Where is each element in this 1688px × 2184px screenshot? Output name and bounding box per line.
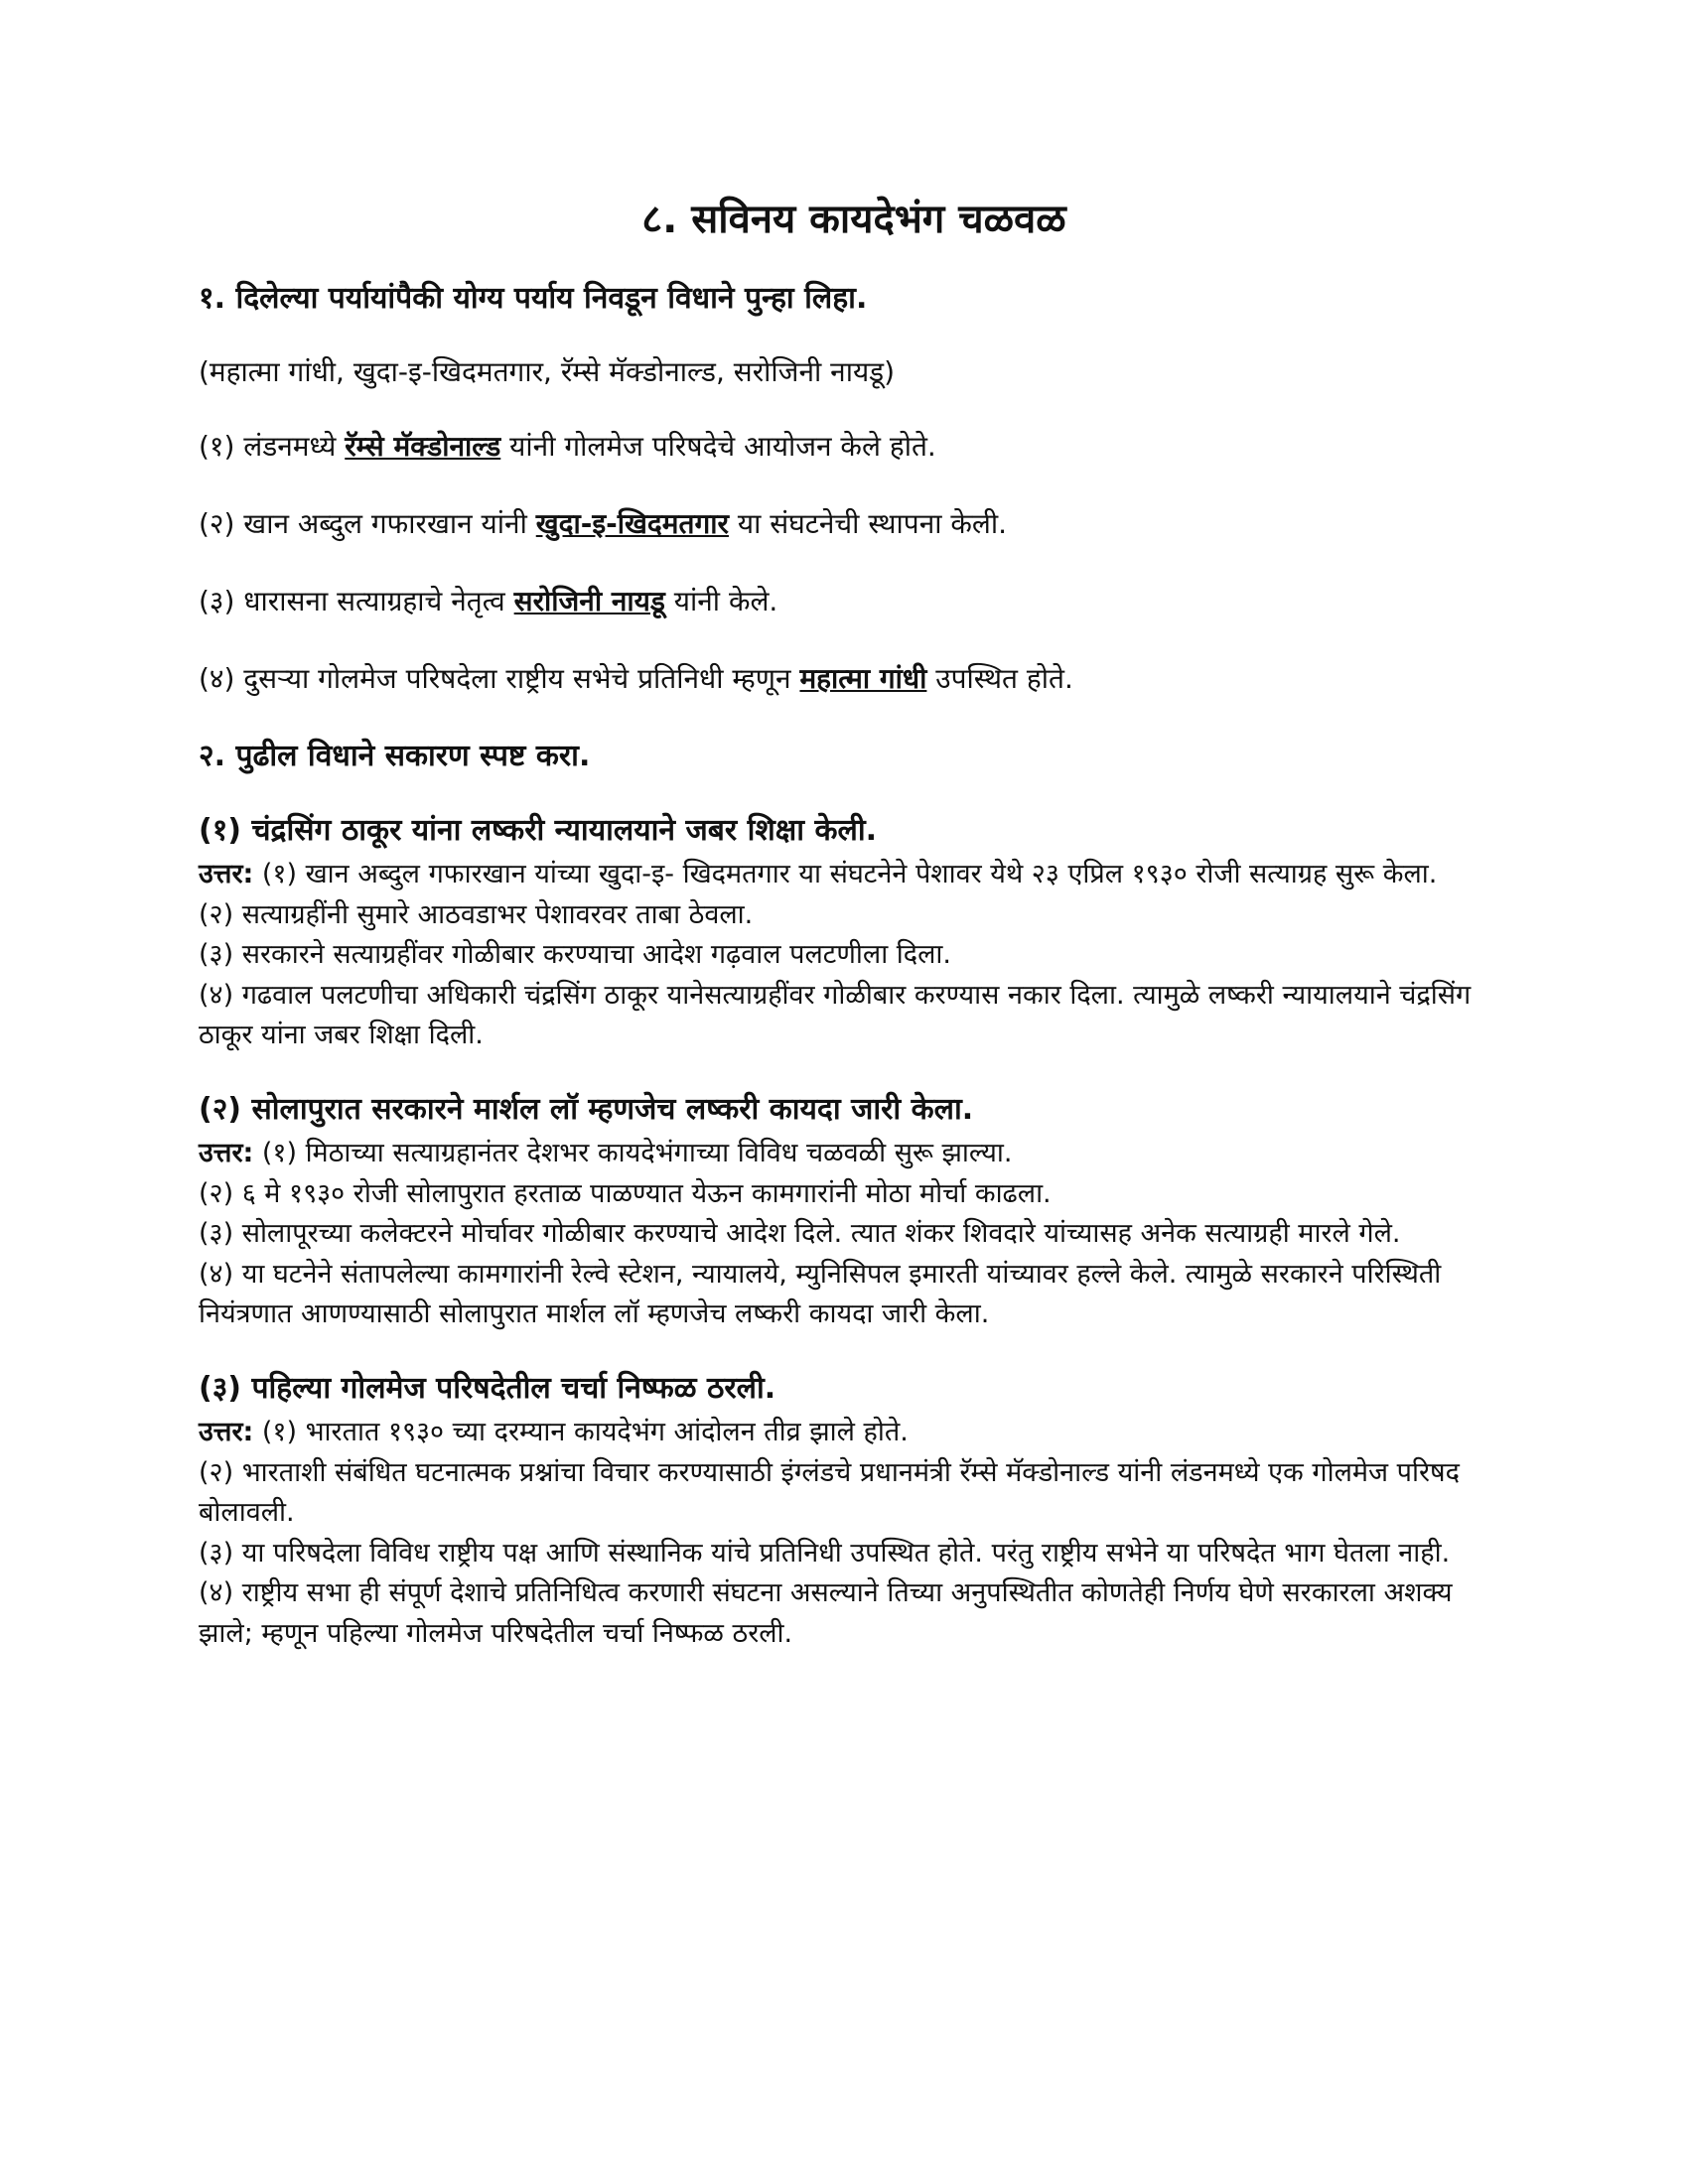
document-page bbox=[199, 194, 1509, 1688]
answer-line: (४) राष्ट्रीय सभा ही संपूर्ण देशाचे प्रतिनिधित्व करणारी संघटना असल्याने तिच्या अनुपस्थितीत कोणतेही निर्णय घेणे सरकारला अशक्य झाले; म्हणून पहिल्या गोलमेज परिषदेतील चर्चा निष्फळ ठरली. bbox=[199, 1577, 1453, 1649]
answer-line bbox=[199, 855, 1509, 895]
options-list: (महात्मा गांधी, खुदा-इ-खिदमतगार, रॅम्से मॅक्डोनाल्ड, सरोजिनी नायडू) bbox=[199, 354, 896, 388]
fill-item-4 bbox=[199, 660, 1509, 698]
fill-item-4-answer: महात्मा गांधी bbox=[799, 661, 927, 695]
question-1-title: (१) चंद्रसिंग ठाकूर यांना लष्करी न्यायालयाने जबर शिक्षा केली. bbox=[199, 812, 878, 848]
fill-item-3-answer: सरोजिनी नायडू bbox=[513, 584, 665, 617]
question-1-answer bbox=[199, 855, 1509, 1056]
answer-line bbox=[199, 1134, 1509, 1174]
question-3-title: (३) पहिल्या गोलमेज परिषदेतील चर्चा निष्फळ ठरली. bbox=[199, 1370, 776, 1406]
answer-line: (३) सरकारने सत्याग्रहींवर गोळीबार करण्याचा आदेश गढ़वाल पलटणीला दिला. bbox=[199, 939, 951, 971]
fill-item-1-after: यांनी गोलमेज परिषदेचे आयोजन केले होते. bbox=[500, 430, 936, 464]
answer-line: (२) सत्याग्रहींनी सुमारे आठवडाभर पेशावरवर ताबा ठेवला. bbox=[199, 898, 754, 930]
answer-line: (४) गढवाल पलटणीचा अधिकारी चंद्रसिंग ठाकूर यानेसत्याग्रहींवर गोळीबार करण्यास नकार दिला. त्यामुळे लष्करी न्यायालयाने चंद्रसिंग ठाकूर यांना जबर शिक्षा दिली. bbox=[199, 979, 1472, 1051]
question-2-title: (२) सोलापुरात सरकारने मार्शल लॉ म्हणजेच लष्करी कायदा जारी केला. bbox=[199, 1091, 974, 1127]
answer-line: (२) भारताशी संबंधित घटनात्मक प्रश्नांचा विचार करण्यासाठी इंग्लंडचे प्रधानमंत्री रॅम्से मॅक्डोनाल्ड यांनी लंडनमध्ये एक गोलमेज परिषद बोलावली. bbox=[199, 1456, 1460, 1529]
answer-label: उत्तर: bbox=[199, 1417, 254, 1448]
fill-item-1-answer: रॅम्से मॅक्डोनाल्ड bbox=[345, 430, 501, 464]
section2-heading: २. पुढील विधाने सकारण स्पष्ट करा. bbox=[199, 739, 591, 774]
fill-item-2-after: या संघटनेची स्थापना केली. bbox=[728, 507, 1008, 541]
fill-item-3-after: यांनी केले. bbox=[664, 584, 778, 617]
answer-line bbox=[199, 1413, 1509, 1453]
fill-item-2-answer: खुदा-इ-खिदमतगार bbox=[535, 507, 729, 541]
answer-label: उत्तर: bbox=[199, 1138, 254, 1169]
answer-line: (३) सोलापूरच्या कलेक्टरने मोर्चावर गोळीबार करण्याचे आदेश दिले. त्यात शंकर शिवदारे यांच्यासह अनेक सत्याग्रही मारले गेले. bbox=[199, 1218, 1401, 1250]
fill-item-1 bbox=[199, 428, 1509, 466]
question-block-3 bbox=[199, 1369, 1509, 1655]
fill-item-3 bbox=[199, 583, 1509, 620]
answer-line: (४) या घटनेने संतापलेल्या कामगारांनी रेल्वे स्टेशन, न्यायालये, म्युनिसिपल इमारती यांच्यावर हल्ले केले. त्यामुळे सरकारने परिस्थिती नियंत्रणात आणण्यासाठी सोलापुरात मार्शल लॉ म्हणजेच लष्करी कायदा जारी केला. bbox=[199, 1258, 1442, 1330]
fill-item-1-before: (१) लंडनमध्ये bbox=[199, 430, 346, 464]
answer-text: (१) भारतात १९३० च्या दरम्यान कायदेभंग आंदोलन तीव्र झाले होते. bbox=[253, 1417, 909, 1448]
answer-label: उत्तर: bbox=[199, 859, 254, 890]
answer-line: (३) या परिषदेला विविध राष्ट्रीय पक्ष आणि संस्थानिक यांचे प्रतिनिधी उपस्थित होते. परंतु राष्ट्रीय सभेने या परिषदेत भाग घेतला नाही. bbox=[199, 1537, 1451, 1569]
question-block-2 bbox=[199, 1090, 1509, 1335]
question-block-1 bbox=[199, 811, 1509, 1056]
fill-item-2 bbox=[199, 505, 1509, 543]
fill-item-4-before: (४) दुसऱ्या गोलमेज परिषदेला राष्ट्रीय सभेचे प्रतिनिधी म्हणून bbox=[199, 661, 800, 695]
answer-text: (१) खान अब्दुल गफारखान यांच्या खुदा-इ- खिदमतगार या संघटनेने पेशावर येथे २३ एप्रिल १९३० रोजी सत्याग्रह सुरू केला. bbox=[253, 859, 1438, 890]
question-2-answer bbox=[199, 1134, 1509, 1335]
fill-item-2-before: (२) खान अब्दुल गफारखान यांनी bbox=[199, 507, 536, 541]
answer-line: (२) ६ मे १९३० रोजी सोलापुरात हरताळ पाळण्यात येऊन कामगारांनी मोठा मोर्चा काढला. bbox=[199, 1177, 1052, 1209]
question-3-answer bbox=[199, 1413, 1509, 1654]
answer-text: (१) मिठाच्या सत्याग्रहानंतर देशभर कायदेभंगाच्या विविध चळवळी सुरू झाल्या. bbox=[253, 1138, 1013, 1169]
fill-item-3-before: (३) धारासना सत्याग्रहाचे नेतृत्व bbox=[199, 584, 514, 617]
section1-heading: १. दिलेल्या पर्यायांपैकी योग्य पर्याय निवडून विधाने पुन्हा लिहा. bbox=[199, 281, 868, 316]
fill-item-4-after: उपस्थित होते. bbox=[926, 661, 1073, 695]
page-title: ८. सविनय कायदेभंग चळवळ bbox=[641, 197, 1066, 242]
